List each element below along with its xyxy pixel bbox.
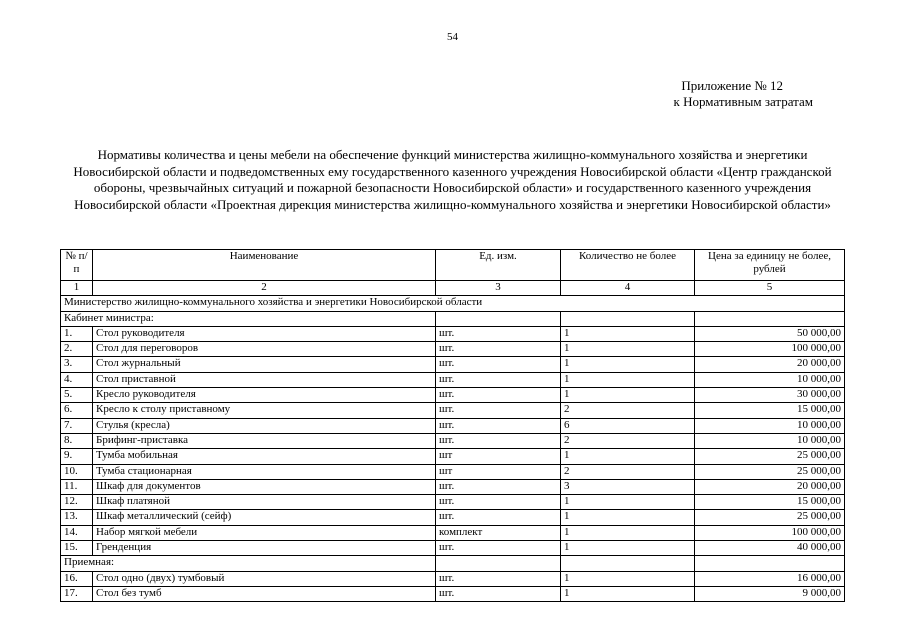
item-name: Стол приставной <box>93 372 436 387</box>
item-name: Тумба стационарная <box>93 464 436 479</box>
table-row <box>61 541 845 556</box>
item-unit: шт. <box>436 433 561 448</box>
item-name: Стулья (кресла) <box>93 418 436 433</box>
item-price: 16 000,00 <box>695 571 845 586</box>
appendix-title: Приложение № 12 <box>681 78 783 93</box>
item-name: Стол без тумб <box>93 586 436 601</box>
item-name: Шкаф платяной <box>93 495 436 510</box>
item-unit: шт. <box>436 479 561 494</box>
table-row <box>61 342 845 357</box>
item-quantity: 1 <box>561 449 695 464</box>
item-quantity: 1 <box>561 342 695 357</box>
item-price: 20 000,00 <box>695 479 845 494</box>
row-number: 3. <box>61 357 93 372</box>
item-unit: шт <box>436 464 561 479</box>
empty-cell <box>436 556 561 571</box>
row-number: 12. <box>61 495 93 510</box>
item-price: 10 000,00 <box>695 433 845 448</box>
item-unit: шт. <box>436 541 561 556</box>
item-quantity: 1 <box>561 525 695 540</box>
item-quantity: 2 <box>561 464 695 479</box>
item-price: 9 000,00 <box>695 586 845 601</box>
table-row <box>61 418 845 433</box>
item-name: Стол одно (двух) тумбовый <box>93 571 436 586</box>
item-quantity: 1 <box>561 495 695 510</box>
table-row <box>61 510 845 525</box>
item-unit: комплект <box>436 525 561 540</box>
row-number: 16. <box>61 571 93 586</box>
item-quantity: 1 <box>561 388 695 403</box>
table-row <box>61 586 845 601</box>
table-row <box>61 525 845 540</box>
row-number: 14. <box>61 525 93 540</box>
row-number: 15. <box>61 541 93 556</box>
row-number: 13. <box>61 510 93 525</box>
item-price: 15 000,00 <box>695 495 845 510</box>
item-price: 50 000,00 <box>695 326 845 341</box>
row-number: 17. <box>61 586 93 601</box>
item-name: Стол журнальный <box>93 357 436 372</box>
column-number: 5 <box>695 281 845 296</box>
item-unit: шт. <box>436 326 561 341</box>
column-number: 4 <box>561 281 695 296</box>
appendix-subtitle: к Нормативным затратам <box>673 94 813 109</box>
table-row <box>61 388 845 403</box>
row-number: 8. <box>61 433 93 448</box>
item-unit: шт. <box>436 372 561 387</box>
empty-cell <box>561 311 695 326</box>
item-unit: шт. <box>436 510 561 525</box>
item-name: Стол для переговоров <box>93 342 436 357</box>
item-price: 25 000,00 <box>695 510 845 525</box>
table-row <box>61 464 845 479</box>
row-number: 6. <box>61 403 93 418</box>
item-unit: шт. <box>436 418 561 433</box>
table-row <box>61 372 845 387</box>
header-price: Цена за единицу не более, рублей <box>695 250 845 281</box>
row-number: 1. <box>61 326 93 341</box>
appendix-note <box>674 78 813 110</box>
row-number: 9. <box>61 449 93 464</box>
row-number: 7. <box>61 418 93 433</box>
item-price: 10 000,00 <box>695 372 845 387</box>
empty-cell <box>695 311 845 326</box>
item-quantity: 2 <box>561 403 695 418</box>
table-row <box>61 357 845 372</box>
row-number: 4. <box>61 372 93 387</box>
row-number: 10. <box>61 464 93 479</box>
document-title: Нормативы количества и цены мебели на обеспечение функций министерства жилищно-коммунального хозяйства и энергетики Новосибирской области и подведомственных ему государственного казенного учреждения Новосибирской области «Центр гражданской обороны, чрезвычайных ситуаций и пожарной безопасности Новосибирской области» и государственного казенного учреждения Новосибирской области «Проектная дирекция министерства жилищно-коммунального хозяйства и энергетики Новосибирской области» <box>73 147 832 212</box>
item-unit: шт. <box>436 571 561 586</box>
empty-cell <box>561 556 695 571</box>
item-unit: шт. <box>436 586 561 601</box>
item-quantity: 1 <box>561 326 695 341</box>
header-name: Наименование <box>93 250 436 281</box>
item-name: Шкаф для документов <box>93 479 436 494</box>
empty-cell <box>695 556 845 571</box>
section-title: Министерство жилищно-коммунального хозяйства и энергетики Новосибирской области <box>61 296 845 311</box>
column-number-row <box>61 281 845 296</box>
item-name: Кресло к столу приставному <box>93 403 436 418</box>
item-price: 40 000,00 <box>695 541 845 556</box>
group-row-minister-office <box>61 311 845 326</box>
item-quantity: 3 <box>561 479 695 494</box>
page-number: 54 <box>447 31 458 43</box>
item-price: 100 000,00 <box>695 525 845 540</box>
table-row <box>61 479 845 494</box>
table-row <box>61 571 845 586</box>
item-price: 25 000,00 <box>695 449 845 464</box>
item-quantity: 2 <box>561 433 695 448</box>
item-unit: шт. <box>436 403 561 418</box>
item-name: Шкаф металлический (сейф) <box>93 510 436 525</box>
section-row-ministry <box>61 296 845 311</box>
table-row <box>61 433 845 448</box>
table-row <box>61 495 845 510</box>
item-name: Кресло руководителя <box>93 388 436 403</box>
group-title: Приемная: <box>61 556 436 571</box>
row-number: 2. <box>61 342 93 357</box>
item-price: 20 000,00 <box>695 357 845 372</box>
item-name: Тумба мобильная <box>93 449 436 464</box>
column-number: 2 <box>93 281 436 296</box>
item-quantity: 1 <box>561 372 695 387</box>
item-unit: шт <box>436 449 561 464</box>
row-number: 11. <box>61 479 93 494</box>
item-quantity: 1 <box>561 510 695 525</box>
header-num: № п/п <box>61 250 93 281</box>
header-unit: Ед. изм. <box>436 250 561 281</box>
item-name: Гренденция <box>93 541 436 556</box>
group-title: Кабинет министра: <box>61 311 436 326</box>
item-price: 100 000,00 <box>695 342 845 357</box>
item-unit: шт. <box>436 388 561 403</box>
empty-cell <box>436 311 561 326</box>
item-quantity: 1 <box>561 357 695 372</box>
group-row-reception <box>61 556 845 571</box>
item-price: 25 000,00 <box>695 464 845 479</box>
item-name: Набор мягкой мебели <box>93 525 436 540</box>
header-qty: Количество не более <box>561 250 695 281</box>
column-number: 3 <box>436 281 561 296</box>
table-row <box>61 403 845 418</box>
item-name: Брифинг-приставка <box>93 433 436 448</box>
item-unit: шт. <box>436 357 561 372</box>
item-price: 30 000,00 <box>695 388 845 403</box>
column-number: 1 <box>61 281 93 296</box>
item-name: Стол руководителя <box>93 326 436 341</box>
row-number: 5. <box>61 388 93 403</box>
item-quantity: 1 <box>561 571 695 586</box>
item-unit: шт. <box>436 495 561 510</box>
table-row <box>61 326 845 341</box>
table-header-row <box>61 250 845 281</box>
furniture-norms-table <box>60 249 845 602</box>
table-row <box>61 449 845 464</box>
item-price: 10 000,00 <box>695 418 845 433</box>
item-quantity: 1 <box>561 541 695 556</box>
item-quantity: 6 <box>561 418 695 433</box>
item-price: 15 000,00 <box>695 403 845 418</box>
item-unit: шт. <box>436 342 561 357</box>
item-quantity: 1 <box>561 586 695 601</box>
